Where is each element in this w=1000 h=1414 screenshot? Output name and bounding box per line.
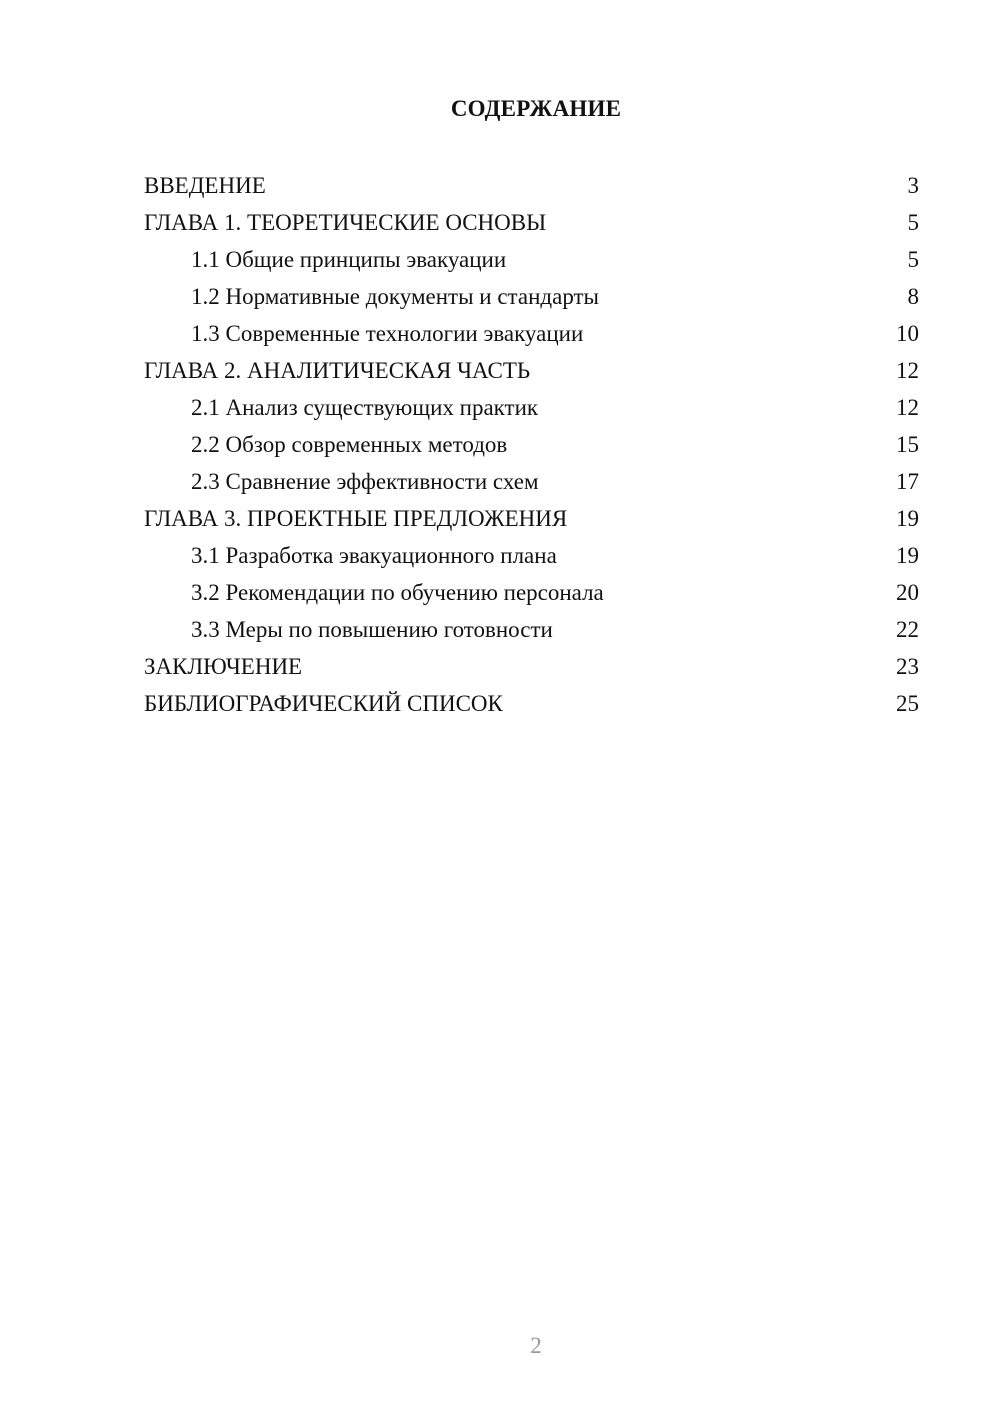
- toc-entry-page: 19: [896, 506, 919, 531]
- toc-entry-label: 3.1 Разработка эвакуационного плана: [191, 543, 557, 568]
- toc-entry-label: 1.1 Общие принципы эвакуации: [191, 247, 507, 272]
- toc-entry: [144, 648, 919, 685]
- toc-entry-page: 15: [896, 432, 919, 457]
- page-number: 2: [530, 1333, 542, 1358]
- toc-entry-page: 3: [907, 173, 919, 198]
- toc-entry-page: 17: [896, 469, 919, 494]
- table-of-contents: [144, 167, 919, 722]
- toc-entry-page: 12: [896, 358, 919, 383]
- toc-entry-page: 8: [907, 284, 919, 309]
- toc-entry: [144, 315, 919, 352]
- toc-entry-page: 20: [896, 580, 919, 605]
- toc-entry-label: 2.2 Обзор современных методов: [191, 432, 508, 457]
- toc-entry-label: ГЛАВА 1. ТЕОРЕТИЧЕСКИЕ ОСНОВЫ: [144, 210, 547, 235]
- toc-entry-page: 19: [896, 543, 919, 568]
- toc-entry-page: 25: [896, 691, 919, 716]
- toc-entry: [144, 574, 919, 611]
- page-title: СОДЕРЖАНИЕ: [450, 96, 622, 121]
- toc-entry: [144, 426, 919, 463]
- toc-entry-label: 2.3 Сравнение эффективности схем: [191, 469, 539, 494]
- toc-entry-label: ГЛАВА 3. ПРОЕКТНЫЕ ПРЕДЛОЖЕНИЯ: [144, 506, 568, 531]
- toc-entry-label: 1.2 Нормативные документы и стандарты: [191, 284, 600, 309]
- toc-entry-label: БИБЛИОГРАФИЧЕСКИЙ СПИСОК: [144, 691, 503, 716]
- toc-entry: [144, 352, 919, 389]
- toc-entry-page: 5: [907, 247, 919, 272]
- toc-entry-label: 3.2 Рекомендации по обучению персонала: [191, 580, 604, 605]
- toc-entry: [144, 389, 919, 426]
- toc-entry-label: ГЛАВА 2. АНАЛИТИЧЕСКАЯ ЧАСТЬ: [144, 358, 531, 383]
- toc-entry-page: 10: [896, 321, 919, 346]
- toc-entry: [144, 167, 919, 204]
- toc-entry-label: ВВЕДЕНИЕ: [144, 173, 266, 198]
- toc-entry-label: 3.3 Меры по повышению готовности: [191, 617, 553, 642]
- toc-entry-page: 23: [896, 654, 919, 679]
- toc-entry: [144, 611, 919, 648]
- toc-entry-label: 1.3 Современные технологии эвакуации: [191, 321, 584, 346]
- toc-entry: [144, 500, 919, 537]
- toc-entry: [144, 241, 919, 278]
- toc-entry-page: 5: [907, 210, 919, 235]
- toc-entry-page: 22: [896, 617, 919, 642]
- toc-entry: [144, 537, 919, 574]
- toc-entry: [144, 685, 919, 722]
- toc-entry-page: 12: [896, 395, 919, 420]
- toc-entry-label: 2.1 Анализ существующих практик: [191, 395, 539, 420]
- toc-entry: [144, 463, 919, 500]
- toc-entry: [144, 278, 919, 315]
- toc-entry-label: ЗАКЛЮЧЕНИЕ: [144, 654, 303, 679]
- toc-entry: [144, 204, 919, 241]
